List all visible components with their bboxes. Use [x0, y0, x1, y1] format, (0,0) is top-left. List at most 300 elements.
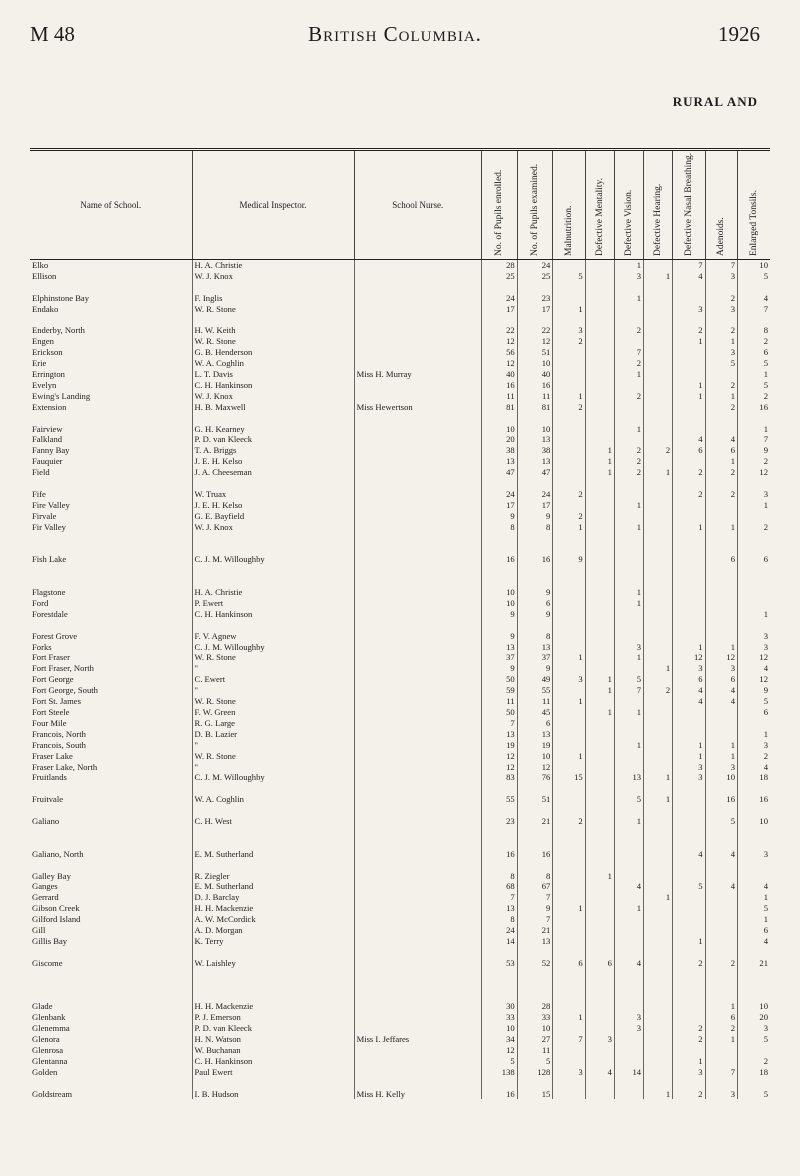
cell-hearing: [644, 751, 673, 762]
cell-mentality: 3: [585, 1034, 614, 1045]
spacer-cell: [354, 413, 481, 424]
spacer-cell: [738, 860, 771, 871]
cell-inspector: P. Ewert: [192, 598, 354, 609]
cell-enrolled: 9: [482, 609, 518, 620]
cell-school: Gillis Bay: [30, 936, 192, 947]
cell-inspector: I. B. Hudson: [192, 1089, 354, 1100]
cell-malnutrition: 5: [553, 271, 585, 282]
spacer-cell: [192, 620, 354, 631]
cell-vision: 3: [614, 1023, 643, 1034]
cell-examined: 21: [517, 816, 553, 827]
cell-vision: [614, 696, 643, 707]
cell-mentality: [585, 336, 614, 347]
cell-nasal: 1: [673, 380, 705, 391]
page-number: M 48: [30, 22, 75, 46]
cell-mentality: [585, 849, 614, 860]
cell-tonsils: 3: [738, 631, 771, 642]
spacer-cell: [614, 838, 643, 849]
table-row: [30, 511, 770, 522]
cell-examined: 24: [517, 260, 553, 271]
cell-enrolled: 9: [482, 631, 518, 642]
cell-mentality: [585, 1045, 614, 1056]
cell-tonsils: 7: [738, 304, 771, 315]
cell-mentality: 1: [585, 445, 614, 456]
cell-hearing: [644, 598, 673, 609]
page-header: [30, 22, 760, 52]
cell-vision: 7: [614, 685, 643, 696]
spacer-cell: [30, 827, 192, 838]
cell-adenoids: 1: [705, 740, 737, 751]
cell-nurse: [354, 958, 481, 969]
cell-mentality: [585, 740, 614, 751]
spacer-cell: [644, 620, 673, 631]
cell-adenoids: 2: [705, 325, 737, 336]
cell-mentality: [585, 325, 614, 336]
cell-tonsils: [738, 871, 771, 882]
cell-malnutrition: [553, 663, 585, 674]
spacer-cell: [30, 980, 192, 991]
cell-nurse: [354, 500, 481, 511]
table-row: [30, 772, 770, 783]
cell-enrolled: 13: [482, 729, 518, 740]
cell-malnutrition: 1: [553, 652, 585, 663]
table-row: [30, 707, 770, 718]
spacer-cell: [553, 565, 585, 576]
cell-nasal: [673, 914, 705, 925]
cell-enrolled: 12: [482, 1045, 518, 1056]
cell-vision: 5: [614, 794, 643, 805]
spacer-cell: [705, 413, 737, 424]
cell-adenoids: [705, 914, 737, 925]
cell-examined: 51: [517, 794, 553, 805]
cell-nurse: [354, 936, 481, 947]
cell-malnutrition: 15: [553, 772, 585, 783]
table-row: [30, 685, 770, 696]
cell-adenoids: 1: [705, 391, 737, 402]
cell-enrolled: 55: [482, 794, 518, 805]
cell-adenoids: 1: [705, 751, 737, 762]
cell-adenoids: 5: [705, 358, 737, 369]
page-year: 1926: [718, 22, 760, 46]
cell-school: Ganges: [30, 881, 192, 892]
cell-mentality: [585, 1001, 614, 1012]
cell-hearing: 1: [644, 772, 673, 783]
spacer-cell: [192, 1078, 354, 1089]
spacer-cell: [553, 969, 585, 980]
spacer-cell: [673, 413, 705, 424]
cell-enrolled: 23: [482, 816, 518, 827]
table-row: [30, 1012, 770, 1023]
cell-malnutrition: [553, 456, 585, 467]
cell-nasal: 3: [673, 772, 705, 783]
cell-enrolled: 19: [482, 740, 518, 751]
cell-nurse: [354, 794, 481, 805]
cell-adenoids: 2: [705, 958, 737, 969]
cell-hearing: 1: [644, 892, 673, 903]
spacer-row: [30, 838, 770, 849]
cell-hearing: [644, 260, 673, 271]
cell-mentality: [585, 293, 614, 304]
cell-nasal: [673, 1001, 705, 1012]
spacer-cell: [517, 838, 553, 849]
cell-school: Fairview: [30, 424, 192, 435]
table-row: [30, 794, 770, 805]
cell-vision: [614, 511, 643, 522]
spacer-cell: [738, 576, 771, 587]
cell-inspector: W. R. Stone: [192, 304, 354, 315]
cell-tonsils: 5: [738, 380, 771, 391]
spacer-cell: [192, 565, 354, 576]
cell-nurse: [354, 511, 481, 522]
cell-nasal: [673, 500, 705, 511]
cell-nasal: [673, 347, 705, 358]
cell-inspector: H. W. Keith: [192, 325, 354, 336]
spacer-cell: [553, 990, 585, 1001]
cell-mentality: [585, 380, 614, 391]
spacer-cell: [482, 543, 518, 554]
table-row: [30, 598, 770, 609]
cell-malnutrition: [553, 1089, 585, 1100]
cell-tonsils: 2: [738, 336, 771, 347]
cell-nasal: 1: [673, 936, 705, 947]
cell-inspector: ": [192, 762, 354, 773]
cell-hearing: [644, 903, 673, 914]
cell-inspector: C. J. M. Willoughby: [192, 642, 354, 653]
cell-tonsils: 2: [738, 522, 771, 533]
table-row: [30, 816, 770, 827]
cell-hearing: [644, 642, 673, 653]
cell-adenoids: [705, 718, 737, 729]
cell-adenoids: 2: [705, 380, 737, 391]
cell-adenoids: [705, 369, 737, 380]
cell-hearing: [644, 304, 673, 315]
spacer-cell: [705, 543, 737, 554]
cell-vision: 1: [614, 587, 643, 598]
cell-nurse: [354, 260, 481, 271]
table-row: [30, 391, 770, 402]
cell-nurse: [354, 772, 481, 783]
spacer-cell: [30, 805, 192, 816]
cell-examined: 9: [517, 903, 553, 914]
cell-tonsils: 18: [738, 772, 771, 783]
cell-enrolled: 22: [482, 325, 518, 336]
cell-adenoids: [705, 925, 737, 936]
cell-enrolled: 28: [482, 260, 518, 271]
cell-malnutrition: [553, 925, 585, 936]
cell-tonsils: 9: [738, 685, 771, 696]
table-row: [30, 849, 770, 860]
cell-school: Extension: [30, 402, 192, 413]
spacer-cell: [585, 1078, 614, 1089]
spacer-cell: [482, 282, 518, 293]
cell-hearing: 2: [644, 445, 673, 456]
cell-mentality: [585, 598, 614, 609]
spacer-cell: [553, 838, 585, 849]
cell-mentality: [585, 260, 614, 271]
spacer-row: [30, 783, 770, 794]
cell-vision: 1: [614, 740, 643, 751]
spacer-cell: [585, 980, 614, 991]
cell-adenoids: [705, 707, 737, 718]
cell-vision: 1: [614, 500, 643, 511]
spacer-cell: [30, 947, 192, 958]
cell-hearing: [644, 325, 673, 336]
spacer-cell: [705, 620, 737, 631]
cell-malnutrition: [553, 849, 585, 860]
cell-hearing: [644, 816, 673, 827]
cell-malnutrition: 1: [553, 522, 585, 533]
cell-examined: 16: [517, 380, 553, 391]
cell-mentality: [585, 729, 614, 740]
spacer-cell: [585, 565, 614, 576]
spacer-cell: [644, 1078, 673, 1089]
cell-vision: 7: [614, 347, 643, 358]
header-school: Name of School.: [30, 150, 192, 260]
cell-adenoids: [705, 892, 737, 903]
cell-tonsils: 16: [738, 794, 771, 805]
cell-vision: [614, 1045, 643, 1056]
spacer-row: [30, 543, 770, 554]
cell-school: Gerrard: [30, 892, 192, 903]
cell-enrolled: 10: [482, 1023, 518, 1034]
spacer-cell: [553, 282, 585, 293]
cell-nurse: [354, 729, 481, 740]
cell-nurse: [354, 925, 481, 936]
cell-enrolled: 37: [482, 652, 518, 663]
cell-hearing: [644, 718, 673, 729]
cell-enrolled: 16: [482, 554, 518, 565]
cell-tonsils: 3: [738, 642, 771, 653]
cell-vision: 4: [614, 958, 643, 969]
cell-adenoids: 4: [705, 849, 737, 860]
cell-adenoids: [705, 598, 737, 609]
cell-examined: 8: [517, 871, 553, 882]
cell-examined: 9: [517, 663, 553, 674]
spacer-cell: [482, 413, 518, 424]
cell-vision: [614, 489, 643, 500]
cell-examined: 12: [517, 336, 553, 347]
cell-nurse: [354, 554, 481, 565]
cell-vision: 1: [614, 816, 643, 827]
cell-vision: [614, 336, 643, 347]
cell-enrolled: 13: [482, 642, 518, 653]
spacer-cell: [30, 576, 192, 587]
cell-inspector: ": [192, 740, 354, 751]
cell-nurse: [354, 1067, 481, 1078]
table-row: [30, 718, 770, 729]
cell-nasal: [673, 587, 705, 598]
cell-vision: [614, 663, 643, 674]
cell-enrolled: 8: [482, 522, 518, 533]
cell-nurse: [354, 871, 481, 882]
spacer-cell: [673, 838, 705, 849]
spacer-cell: [644, 947, 673, 958]
cell-mentality: [585, 554, 614, 565]
cell-inspector: W. J. Knox: [192, 391, 354, 402]
spacer-cell: [614, 282, 643, 293]
cell-inspector: C. H. Hankinson: [192, 1056, 354, 1067]
header-row: [30, 150, 770, 260]
cell-mentality: 1: [585, 685, 614, 696]
table-row: [30, 271, 770, 282]
cell-adenoids: 1: [705, 1034, 737, 1045]
header-nasal: Defective Nasal Breathing.: [673, 150, 705, 260]
cell-malnutrition: 1: [553, 696, 585, 707]
spacer-cell: [614, 969, 643, 980]
cell-nasal: 12: [673, 652, 705, 663]
spacer-cell: [585, 947, 614, 958]
spacer-row: [30, 620, 770, 631]
cell-nasal: [673, 293, 705, 304]
spacer-cell: [192, 478, 354, 489]
spacer-cell: [482, 478, 518, 489]
cell-vision: 1: [614, 903, 643, 914]
cell-tonsils: 8: [738, 325, 771, 336]
cell-mentality: [585, 424, 614, 435]
spacer-cell: [585, 860, 614, 871]
cell-school: Ewing's Landing: [30, 391, 192, 402]
cell-nasal: 4: [673, 271, 705, 282]
cell-school: Gilford Island: [30, 914, 192, 925]
cell-mentality: [585, 304, 614, 315]
table-row: [30, 903, 770, 914]
cell-inspector: C. J. M. Willoughby: [192, 554, 354, 565]
spacer-cell: [644, 838, 673, 849]
spacer-cell: [482, 969, 518, 980]
cell-enrolled: 10: [482, 598, 518, 609]
cell-nasal: [673, 892, 705, 903]
spacer-row: [30, 315, 770, 326]
cell-school: Ford: [30, 598, 192, 609]
cell-mentality: [585, 1089, 614, 1100]
cell-nurse: [354, 587, 481, 598]
cell-enrolled: 12: [482, 358, 518, 369]
cell-mentality: [585, 718, 614, 729]
cell-nurse: Miss Hewertson: [354, 402, 481, 413]
spacer-cell: [673, 565, 705, 576]
cell-tonsils: 5: [738, 1034, 771, 1045]
spacer-cell: [30, 282, 192, 293]
cell-school: Forestdale: [30, 609, 192, 620]
cell-enrolled: 50: [482, 707, 518, 718]
spacer-cell: [482, 805, 518, 816]
cell-inspector: ": [192, 685, 354, 696]
cell-inspector: A. W. McCordick: [192, 914, 354, 925]
spacer-cell: [517, 860, 553, 871]
cell-inspector: W. Buchanan: [192, 1045, 354, 1056]
cell-examined: 13: [517, 434, 553, 445]
table-row: [30, 304, 770, 315]
cell-tonsils: [738, 511, 771, 522]
spacer-cell: [517, 805, 553, 816]
cell-examined: 9: [517, 511, 553, 522]
spacer-cell: [192, 969, 354, 980]
spacer-cell: [673, 827, 705, 838]
cell-mentality: [585, 500, 614, 511]
cell-enrolled: 8: [482, 871, 518, 882]
cell-school: Forks: [30, 642, 192, 653]
cell-tonsils: 5: [738, 903, 771, 914]
spacer-cell: [673, 315, 705, 326]
cell-examined: 38: [517, 445, 553, 456]
spacer-cell: [482, 576, 518, 587]
cell-examined: 55: [517, 685, 553, 696]
cell-nurse: [354, 380, 481, 391]
cell-school: Francois, South: [30, 740, 192, 751]
cell-inspector: H. N. Watson: [192, 1034, 354, 1045]
spacer-cell: [482, 827, 518, 838]
cell-adenoids: 1: [705, 1001, 737, 1012]
cell-hearing: [644, 554, 673, 565]
cell-vision: 2: [614, 467, 643, 478]
cell-hearing: 1: [644, 1089, 673, 1100]
cell-tonsils: 9: [738, 445, 771, 456]
cell-hearing: [644, 925, 673, 936]
cell-inspector: E. M. Sutherland: [192, 849, 354, 860]
cell-inspector: W. R. Stone: [192, 751, 354, 762]
cell-school: Fish Lake: [30, 554, 192, 565]
cell-nasal: 6: [673, 674, 705, 685]
cell-hearing: 2: [644, 685, 673, 696]
cell-malnutrition: [553, 936, 585, 947]
cell-examined: 19: [517, 740, 553, 751]
cell-adenoids: 4: [705, 881, 737, 892]
cell-enrolled: 17: [482, 500, 518, 511]
cell-tonsils: [738, 1045, 771, 1056]
spacer-cell: [614, 947, 643, 958]
cell-school: Glenrosa: [30, 1045, 192, 1056]
cell-adenoids: 2: [705, 467, 737, 478]
cell-nurse: [354, 718, 481, 729]
cell-vision: [614, 914, 643, 925]
cell-school: Fort Fraser, North: [30, 663, 192, 674]
cell-nasal: 4: [673, 696, 705, 707]
cell-school: Firvale: [30, 511, 192, 522]
cell-school: Gill: [30, 925, 192, 936]
cell-tonsils: 21: [738, 958, 771, 969]
spacer-cell: [585, 969, 614, 980]
cell-nasal: [673, 609, 705, 620]
cell-examined: 40: [517, 369, 553, 380]
cell-adenoids: 7: [705, 1067, 737, 1078]
cell-tonsils: 16: [738, 402, 771, 413]
cell-inspector: H. H. Mackenzie: [192, 1001, 354, 1012]
spacer-cell: [673, 783, 705, 794]
cell-hearing: [644, 707, 673, 718]
spacer-cell: [30, 783, 192, 794]
cell-nasal: 3: [673, 304, 705, 315]
cell-inspector: H. H. Mackenzie: [192, 903, 354, 914]
cell-inspector: P. D. van Kleeck: [192, 434, 354, 445]
header-mentality: Defective Mentality.: [585, 150, 614, 260]
cell-mentality: [585, 511, 614, 522]
cell-malnutrition: [553, 718, 585, 729]
cell-hearing: 1: [644, 663, 673, 674]
spacer-cell: [585, 990, 614, 1001]
cell-hearing: [644, 424, 673, 435]
cell-tonsils: 1: [738, 609, 771, 620]
cell-nurse: [354, 849, 481, 860]
cell-adenoids: 2: [705, 1023, 737, 1034]
cell-tonsils: 18: [738, 1067, 771, 1078]
spacer-cell: [738, 980, 771, 991]
cell-hearing: [644, 936, 673, 947]
cell-school: Goldstream: [30, 1089, 192, 1100]
spacer-cell: [482, 980, 518, 991]
spacer-cell: [738, 827, 771, 838]
cell-examined: 17: [517, 304, 553, 315]
spacer-cell: [192, 413, 354, 424]
